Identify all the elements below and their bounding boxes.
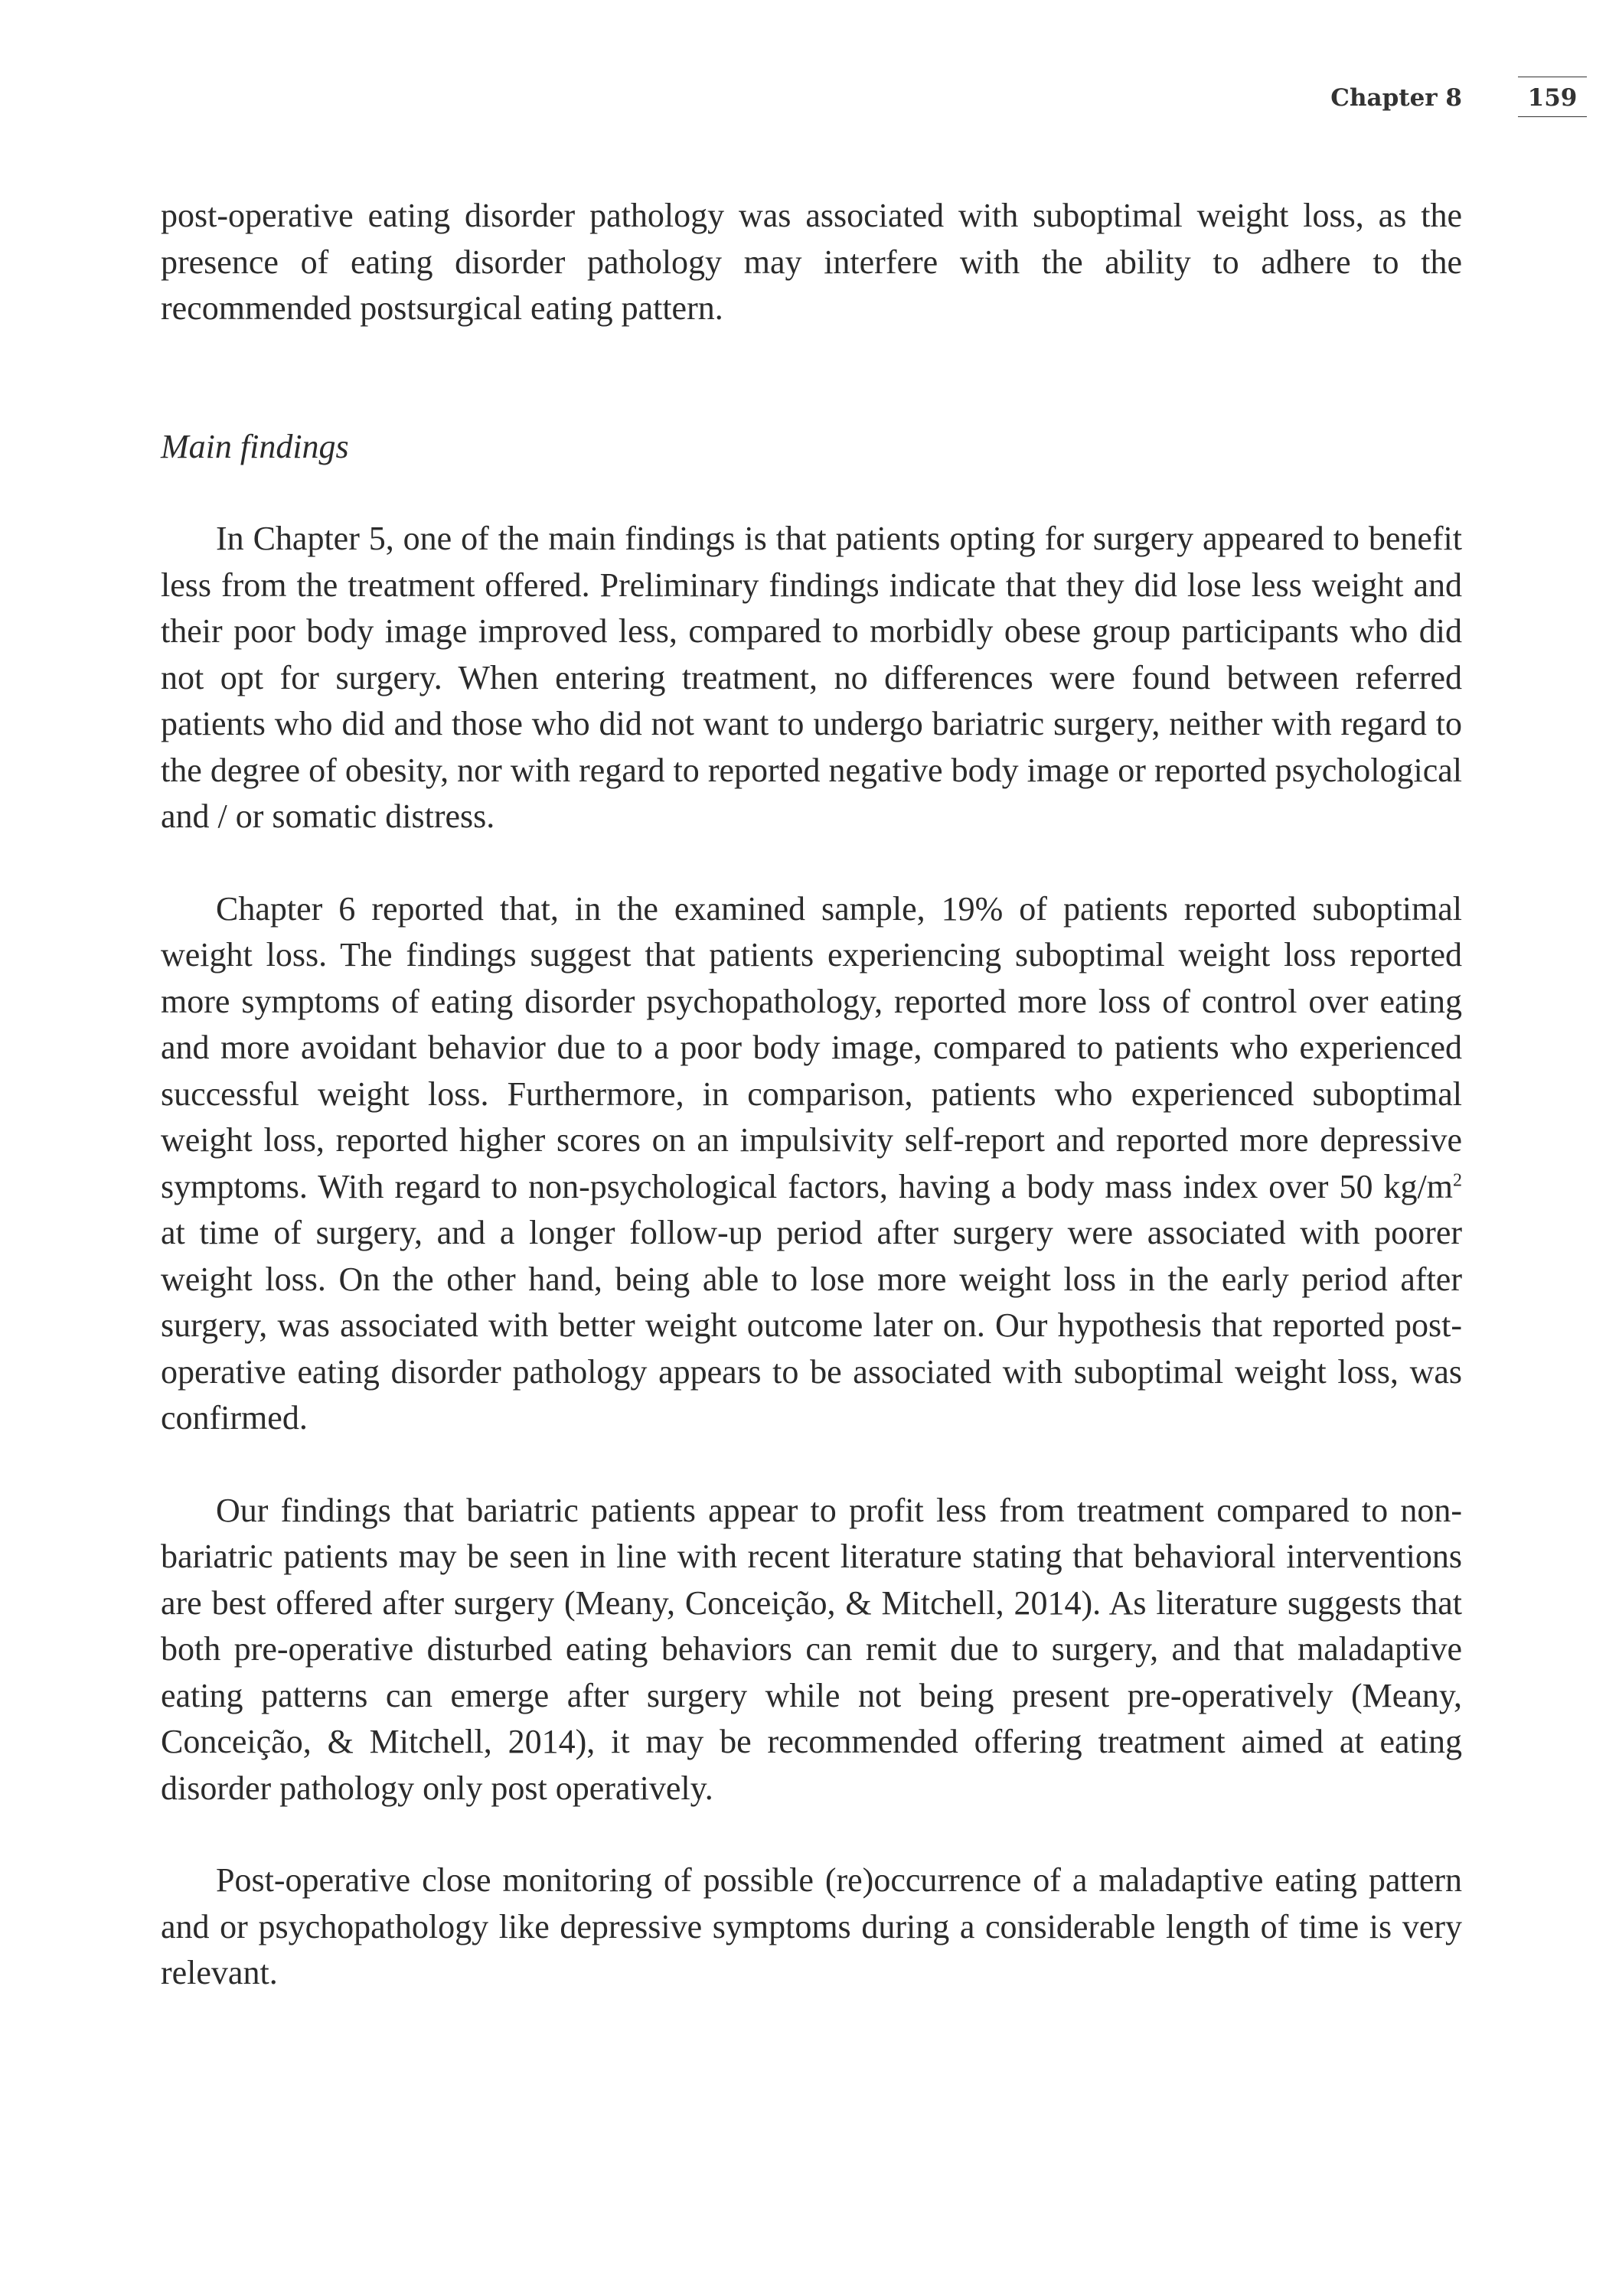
section-heading-main-findings: Main findings bbox=[161, 427, 349, 465]
page-number-rule-bottom bbox=[1518, 116, 1587, 117]
paragraph-chapter-5-findings: In Chapter 5, one of the main findings is that patients opting for surgery appeared to benefit less from the treatment offered. Preliminary findings indicate that they did lose less weight and their poor body image improved less, compared to morbidly obese group participants who did not opt for surgery. When entering treatment, no differences were found between referred patients who did and those who did not want to undergo bariatric surgery, neither with regard to the degree of obesity, nor with regard to reported negative body image or reported psychological and / or somatic distress. bbox=[161, 520, 1462, 835]
page-number: 159 bbox=[1527, 84, 1578, 112]
running-head bbox=[0, 77, 1619, 122]
paragraph-bariatric-comparison: Our findings that bariatric patients appear to profit less from treatment compared to non-bariatric patients may be seen in line with recent literature stating that behavioral interventions are best offered after surgery (Meany, Conceição, & Mitchell, 2014). As literature suggests that both pre-operative disturbed eating behaviors can remit due to surgery, and that maladaptive eating patterns can emerge after surgery while not being present pre-operatively (Meany, Conceição, & Mitchell, 2014), it may be recommended offering treatment aimed at eating disorder pathology only post operatively. bbox=[161, 1491, 1462, 1807]
paragraph-chapter-6-findings bbox=[161, 886, 1462, 1442]
chapter-label: Chapter 8 bbox=[1330, 84, 1462, 112]
paragraph-chapter-6-text-before: Chapter 6 reported that, in the examined sample, 19% of patients reported suboptimal weight loss. The findings suggest that patients experiencing suboptimal weight loss reported more symptoms of eating disorder psychopathology, reported more loss of control over eating and more avoidant behavior due to a poor body image, compared to patients who experienced successful weight loss. Furthermore, in comparison, patients who experienced suboptimal weight loss, reported higher scores on an impulsivity self-report and reported more depressive symptoms. With regard to non-psychological factors, having a body mass index over 50 kg/m bbox=[161, 889, 1462, 1205]
intro-paragraph: post-operative eating disorder pathology was associated with suboptimal weight loss, as the presence of eating disorder pathology may interfere with the ability to adhere to the recommended postsurgical eating pattern. bbox=[161, 197, 1462, 327]
paragraph-post-operative-monitoring: Post-operative close monitoring of possible (re)occurrence of a maladaptive eating pattern and or psychopathology like depressive symptoms during a considerable length of time is very relevant. bbox=[161, 1861, 1462, 1991]
page-body bbox=[161, 193, 1462, 1997]
paragraph-chapter-6-text-after: at time of surgery, and a longer follow-up period after surgery were associated with poorer weight loss. On the other hand, being able to lose more weight loss in the early period after surgery, was associated with better weight outcome later on. Our hypothesis that reported post-operative eating disorder pathology appears to be associated with suboptimal weight loss, was confirmed. bbox=[161, 1214, 1462, 1437]
superscript-squared: 2 bbox=[1453, 1169, 1462, 1190]
